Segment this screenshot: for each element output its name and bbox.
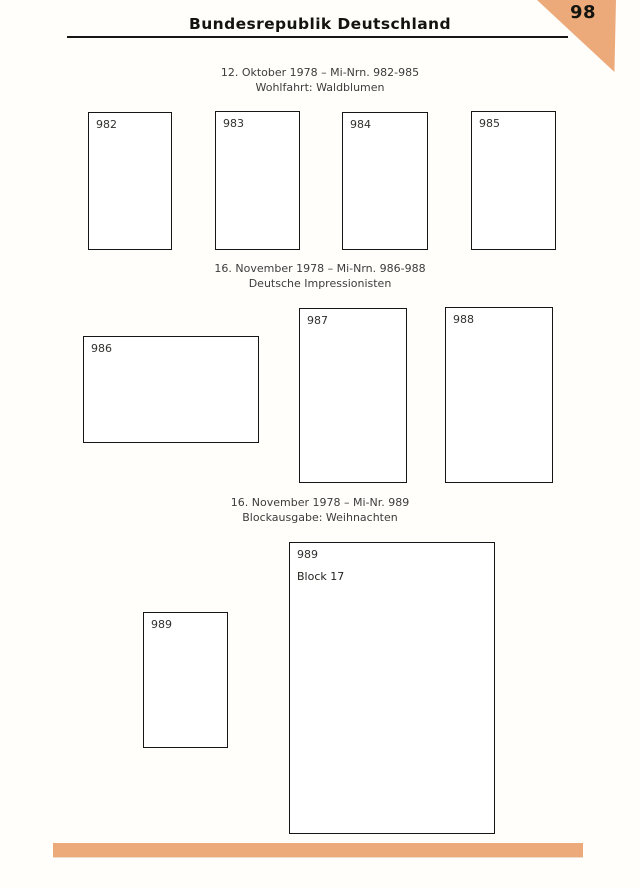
stamp-box-982 bbox=[88, 112, 172, 250]
section-3-subject-line: Blockausgabe: Weihnachten bbox=[242, 510, 398, 524]
stamp-number-label: 982 bbox=[96, 118, 117, 131]
bottom-accent-bar bbox=[53, 843, 583, 857]
stamp-number-label: 984 bbox=[350, 118, 371, 131]
stamp-number-label: 983 bbox=[223, 117, 244, 130]
stamp-box-984 bbox=[342, 112, 428, 250]
stamp-box-987 bbox=[299, 308, 407, 483]
block-box-989 bbox=[289, 542, 495, 834]
stamp-number-label: 986 bbox=[91, 342, 112, 355]
stamp-number-label: 985 bbox=[479, 117, 500, 130]
section-2-subject-line: Deutsche Impressionisten bbox=[248, 276, 392, 290]
stamp-number-label: 989 bbox=[151, 618, 172, 631]
stamp-box-989 bbox=[143, 612, 228, 748]
page-title: Bundesrepublik Deutschland bbox=[188, 15, 451, 33]
section-heading-2 bbox=[0, 262, 640, 291]
section-heading-1 bbox=[0, 66, 640, 95]
block-name-label: Block 17 bbox=[297, 570, 345, 583]
section-heading-3 bbox=[0, 496, 640, 525]
stamp-box-988 bbox=[445, 307, 553, 483]
stamp-box-983 bbox=[215, 111, 300, 250]
section-1-date-line: 12. Oktober 1978 – Mi-Nrn. 982-985 bbox=[220, 66, 420, 79]
title-underline bbox=[67, 36, 568, 38]
stamp-number-label: 988 bbox=[453, 313, 474, 326]
block-number-label: 989 bbox=[297, 548, 318, 561]
stamp-number-label: 987 bbox=[307, 314, 328, 327]
page-number: 98 bbox=[569, 2, 597, 23]
section-2-date-line: 16. November 1978 – Mi-Nrn. 986-988 bbox=[214, 262, 426, 275]
stamp-box-985 bbox=[471, 111, 556, 250]
section-1-subject-line: Wohlfahrt: Waldblumen bbox=[255, 80, 385, 94]
stamp-box-986 bbox=[83, 336, 259, 443]
section-3-date-line: 16. November 1978 – Mi-Nr. 989 bbox=[230, 496, 410, 509]
